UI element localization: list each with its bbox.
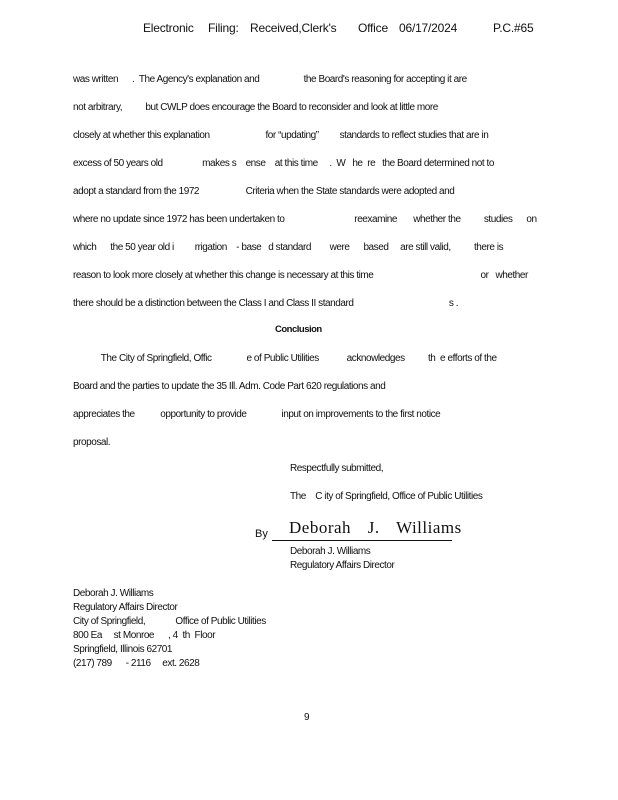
body-line: excess of 50 years old makes s ense at this time . W he re the Board determined not to — [73, 158, 494, 169]
body-line: which the 50 year old i rrigation - base d standard were based are still valid, there is — [73, 242, 504, 253]
conclusion-heading: Conclusion — [275, 324, 322, 335]
contact-line: Deborah J. Williams — [73, 588, 154, 599]
body-line: reason to look more closely at whether this change is necessary at this time or whether — [73, 270, 528, 281]
conclusion-line: proposal. — [73, 437, 111, 448]
body-line: was written . The Agency's explanation and the Board's reasoning for accepting it are — [73, 74, 467, 85]
contact-block — [73, 587, 266, 671]
body-line: adopt a standard from the 1972 Criteria when the State standards were adopted and — [73, 186, 455, 197]
body-line: where no update since 1972 has been undertaken to reexamine whether the studies on — [73, 214, 537, 225]
signer-name: Deborah J. Williams — [290, 546, 371, 557]
header-date: 06/17/2024 — [399, 21, 458, 35]
submitting-entity: The C ity of Springfield, Office of Public Utilities — [290, 491, 483, 502]
by-label: By — [255, 528, 268, 540]
contact-line: City of Springfield, Office of Public Utilities — [73, 616, 266, 627]
signer-title: Regulatory Affairs Director — [290, 560, 395, 571]
conclusion-line: Board and the parties to update the 35 Ill. Adm. Code Part 620 regulations and — [73, 381, 386, 392]
conclusion-line: The City of Springfield, Offic e of Public Utilities acknowledges th e efforts of the — [73, 353, 497, 364]
contact-line: Springfield, Illinois 62701 — [73, 644, 173, 655]
header-pc-number: P.C.#65 — [493, 21, 534, 35]
contact-line: Regulatory Affairs Director — [73, 602, 178, 613]
contact-line: 800 Ea st Monroe , 4 th Floor — [73, 630, 216, 641]
conclusion-line: appreciates the opportunity to provide input on improvements to the first notice — [73, 409, 441, 420]
contact-line: (217) 789 - 2116 ext. 2628 — [73, 658, 200, 669]
body-line: there should be a distinction between the Class I and Class II standard s . — [73, 298, 459, 309]
signature-line — [272, 540, 452, 541]
header-office: Office — [358, 21, 388, 35]
body-line: closely at whether this explanation for “updating” standards to reflect studies that are in — [73, 130, 489, 141]
respectfully-submitted: Respectfully submitted, — [290, 463, 384, 474]
header-electronic: Electronic — [143, 21, 194, 35]
header-filing: Filing: — [208, 21, 239, 35]
page-number: 9 — [304, 712, 310, 723]
header-received: Received,Clerk's — [250, 21, 337, 35]
signature: Deborah J. Williams — [289, 518, 462, 537]
body-line: not arbitrary, but CWLP does encourage the Board to reconsider and look at little more — [73, 102, 438, 113]
